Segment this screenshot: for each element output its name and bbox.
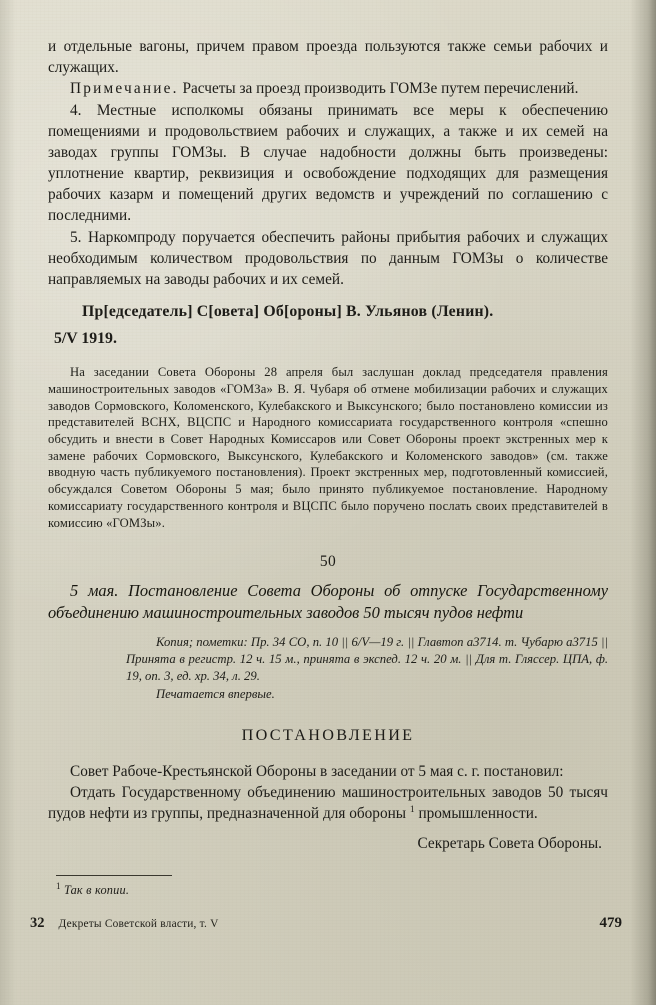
- signature-number: 32: [30, 915, 45, 931]
- paragraph-continuation: и отдельные вагоны, причем правом проезда пользуются также семьи рабочих и служащих.: [48, 38, 608, 77]
- document-number: 50: [319, 553, 337, 571]
- footnote-marker: 1: [409, 805, 415, 816]
- section-heading: ПОСТАНОВЛЕНИЕ: [241, 726, 415, 745]
- page-right-edge-shadow: [630, 0, 656, 1005]
- footnote-divider: [56, 875, 172, 876]
- footnote-number: 1: [56, 880, 61, 891]
- footnote-body: Так в копии.: [63, 882, 130, 897]
- paragraph-note: Примечание. Расчеты за проезд производить ГОМЗе путем перечислений.: [70, 80, 579, 98]
- closing-signature: Секретарь Совета Обороны.: [417, 834, 602, 852]
- paragraph-item-4: 4. Местные исполкомы обязаны принимать все меры к обеспечению помещениями и продовольствием рабочих и служащих, а также и их семей на заводах группы ГОМЗы. В случае надобности должны быть произведены: уплотнение квартир, реквизиция и освобождение подходящих для размещения рабочих казарм и помещений других ведомств и учреждений по соглашению с последними.: [48, 101, 608, 225]
- editorial-note: На заседании Совета Обороны 28 апреля был заслушан доклад председателя правления машиностроительных заводов «ГОМЗа» В. Я. Чубаря об отмене мобилизации рабочих и служащих заводов Сормовского, Коломенского, Кулебакского и Выксунского; было постановлено комиссии из представителей ВСНХ, ВЦСПС и Народного комиссариата государственного контроля «спешно обсудить и внести в Совет Народных Комиссаров или Совет Обороны проект экстренных мер к замене рабочих Сормовского, Выксунского, Кулебакского и Коломенского заводов» (см. также вводную часть публикуемого постановления). Проект экстренных мер, подготовленный комиссией, обсуждался Советом Обороны 5 мая; было принято публикуемое постановление. Народному комиссариату государственного контроля и ВЦСПС было поручено послать своих представителей в комиссию «ГОМЗы».: [48, 365, 608, 530]
- document-title: 5 мая. Постановление Совета Обороны об отпуске Государственному объединению машиностроительных заводов 50 тысяч пудов нефти: [48, 581, 608, 623]
- signature-line: Пр[едседатель] С[овета] Об[ороны] В. Ульянов (Ленин).: [82, 303, 494, 321]
- paragraph-item-5: 5. Наркомпроду поручается обеспечить районы прибытия рабочих и служащих необходимым количеством продовольствия по данным ГОМЗы о количестве направляемых на заводы рабочих и их семей.: [48, 228, 608, 288]
- decree-paragraph-2: Отдать Государственному объединению машиностроительных заводов 50 тысяч пудов нефти из группы, предназначенной для обороны $^1$ промышленности.: [48, 784, 608, 823]
- footnote-text: [56, 881, 608, 898]
- page-left-edge-shadow: [0, 0, 16, 1005]
- decree-paragraph-1: Совет Рабоче-Крестьянской Обороны в заседании от 5 мая с. г. постановил:: [70, 763, 564, 781]
- note-label: Примечание.: [70, 80, 179, 98]
- page-number: 479: [599, 915, 622, 931]
- date-line: 5/V 1919.: [54, 330, 117, 348]
- page-content: [48, 36, 608, 898]
- printed-first-note: Печатается впервые.: [156, 687, 275, 702]
- running-title: Декреты Советской власти, т. V: [58, 918, 219, 930]
- archival-reference: Копия; пометки: Пр. 34 СО, п. 10 || 6/V—19 г. || Главтоп а3714. т. Чубарю а3715 || Принята в регистр. 12 ч. 15 м., принята в экспед. 12 ч. 20 м. || Для т. Гляссер. ЦПА, ф. 19, оп. 3, ед. хр. 34, л. 29.: [126, 635, 608, 684]
- page-footer: [30, 915, 622, 932]
